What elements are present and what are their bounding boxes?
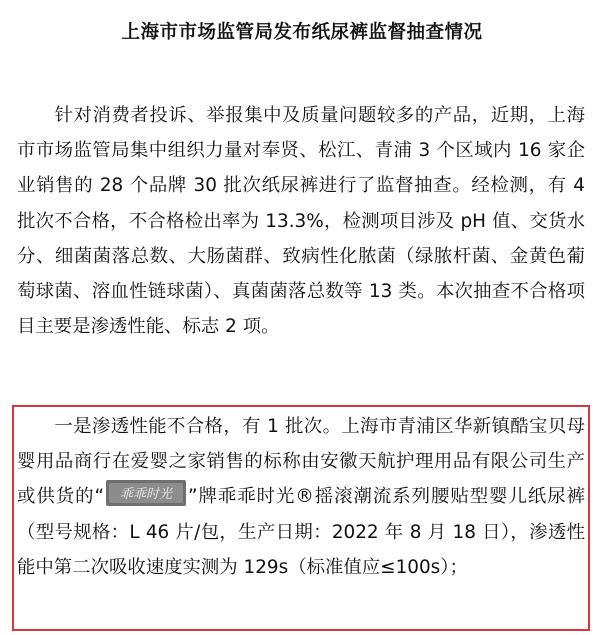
paragraph-2-text-before-logo: 一是渗透性能不合格，有 1 批次。上海市青浦区华新镇酷宝贝母婴用品商行在爱婴之家销售的标称由安徽天航护理用品有限公司生产或供货的“ xyxy=(17,416,585,508)
paragraph-inspection-summary xyxy=(17,98,585,344)
paragraph-2-text-after-logo: ”牌乖乖时光®摇滚潮流系列腰贴型婴儿纸尿裤（型号规格：L 46 片/包，生产日期：2022 年 8 月 18 日），渗透性能中第二次吸收速度实测为 129s（标准值应≤100s）； xyxy=(17,486,586,578)
brand-logo-text: 乖乖时光 xyxy=(120,487,173,503)
paragraph-penetration-failure xyxy=(17,409,585,585)
brand-logo-image xyxy=(106,480,186,506)
page-title: 上海市市场监管局发布纸尿裤监督抽查情况 xyxy=(121,22,483,43)
paragraph-1-text: 针对消费者投诉、举报集中及质量问题较多的产品，近期，上海市市场监管局集中组织力量对奉贤、松江、青浦 3 个区域内 16 家企业销售的 28 个品牌 30 批次纸尿裤进行了监督抽查。经检测，有 4 批次不合格，不合格检出率为 13.3%，检测项目涉及 pH 值、交货水分、细菌菌落总数、大肠菌群、致病性化脓菌（绿脓杆菌、金黄色葡萄球菌、溶血性链球菌）、真菌菌落总数等 13 类。本次抽查不合格项目主要是渗透性能、标志 2 项。 xyxy=(17,105,585,338)
